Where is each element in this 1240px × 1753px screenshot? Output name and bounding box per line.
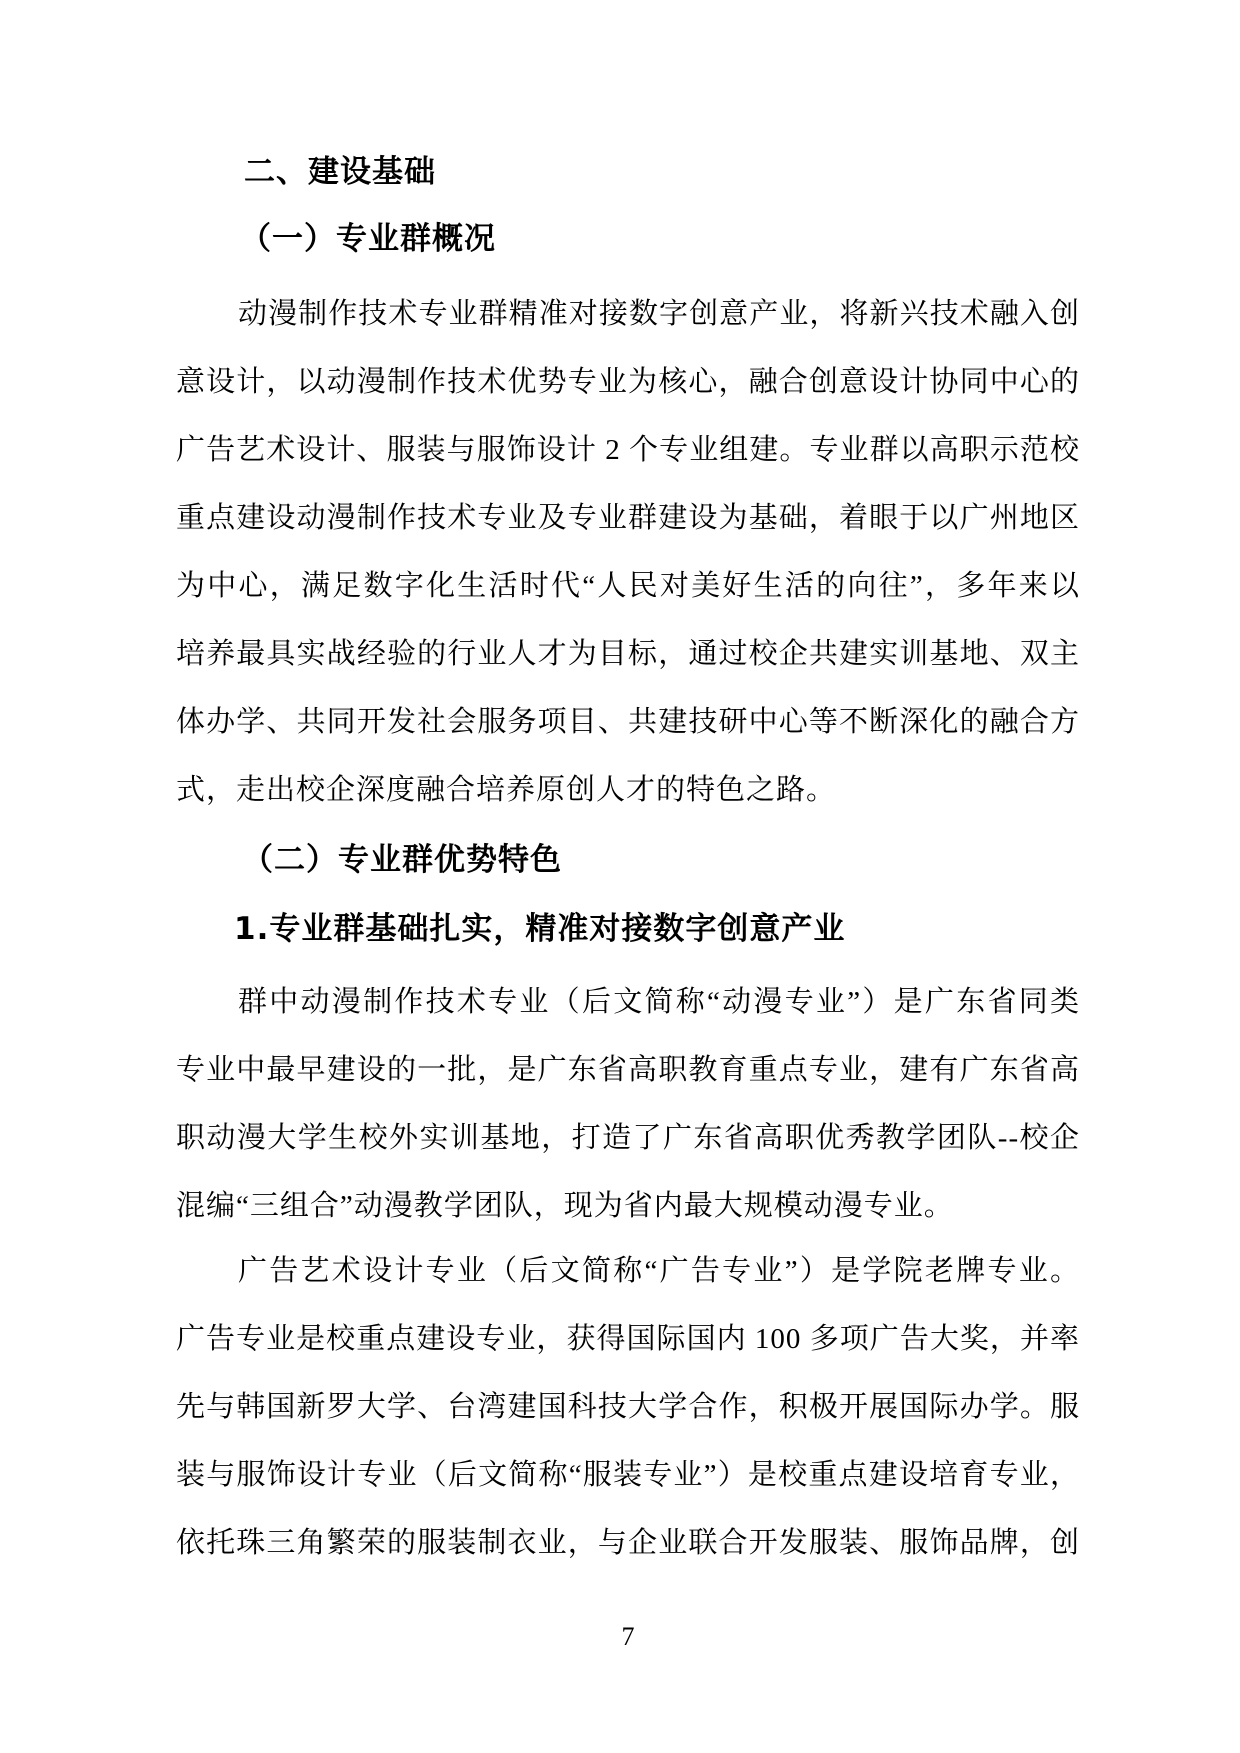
text-line: 为中心，满足数字化生活时代“人民对美好生活的向往”，多年来以 xyxy=(176,570,1080,602)
heading-subsection-1-overview: （一）专业群概况 xyxy=(240,221,496,257)
text-line: 动漫制作技术专业群精准对接数字创意产业，将新兴技术融入创 xyxy=(238,298,1080,330)
text-line: 式，走出校企深度融合培养原创人才的特色之路。 xyxy=(176,774,837,806)
text-line: 混编“三组合”动漫教学团队，现为省内最大规模动漫专业。 xyxy=(176,1190,954,1222)
heading-subsection-2-advantages: （二）专业群优势特色 xyxy=(242,842,562,878)
text-line: 广告艺术设计专业（后文简称“广告专业”）是学院老牌专业。 xyxy=(238,1255,1080,1287)
text-line: 装与服饰设计专业（后文简称“服装专业”）是校重点建设培育专业， xyxy=(176,1459,1080,1491)
text-line: 重点建设动漫制作技术专业及专业群建设为基础，着眼于以广州地区 xyxy=(176,502,1080,534)
text-line: 职动漫大学生校外实训基地，打造了广东省高职优秀教学团队--校企 xyxy=(176,1122,1080,1154)
text-line: 先与韩国新罗大学、台湾建国科技大学合作，积极开展国际办学。服 xyxy=(176,1391,1080,1423)
text-line: 群中动漫制作技术专业（后文简称“动漫专业”）是广东省同类 xyxy=(238,986,1080,1018)
text-line: 意设计，以动漫制作技术优势专业为核心，融合创意设计协同中心的 xyxy=(176,366,1080,398)
text-line: 培养最具实战经验的行业人才为目标，通过校企共建实训基地、双主 xyxy=(176,638,1080,670)
text-line: 体办学、共同开发社会服务项目、共建技研中心等不断深化的融合方 xyxy=(176,706,1080,738)
paragraph-advertising-fashion-major xyxy=(176,1237,1080,1577)
heading-section-2: 二、建设基础 xyxy=(244,154,436,190)
text-line: 依托珠三角繁荣的服装制衣业，与企业联合开发服装、服饰品牌，创 xyxy=(176,1527,1080,1559)
page-number: 7 xyxy=(621,1622,635,1651)
heading-point-1-solid-foundation: 1.专业群基础扎实，精准对接数字创意产业 xyxy=(234,911,846,947)
text-line: 广告专业是校重点建设专业，获得国际国内 100 多项广告大奖，并率 xyxy=(176,1323,1080,1355)
text-line: 广告艺术设计、服装与服饰设计 2 个专业组建。专业群以高职示范校 xyxy=(176,434,1080,466)
paragraph-animation-major xyxy=(176,968,1080,1240)
text-line: 专业中最早建设的一批，是广东省高职教育重点专业，建有广东省高 xyxy=(176,1054,1080,1086)
paragraph-group-overview xyxy=(176,280,1080,824)
